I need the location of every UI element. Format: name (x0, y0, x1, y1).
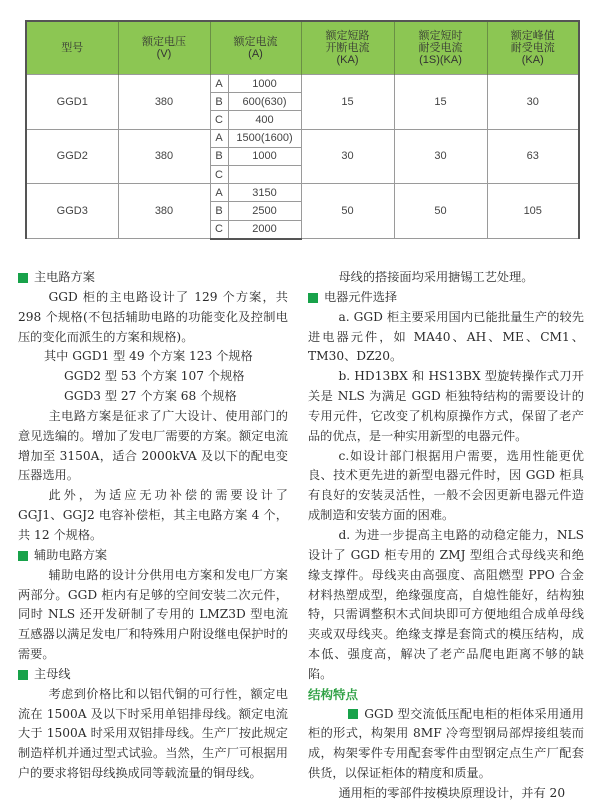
header-short-time-l2: 耐受电流 (418, 42, 463, 54)
header-voltage-label: 额定电压 (142, 36, 186, 48)
cell-current: 2000 (228, 220, 301, 239)
cell-peak: 30 (487, 75, 579, 130)
paragraph: GGD 柜的主电路设计了 129 个方案，共 298 个规格(不包括辅助电路的功能变化及控制电压的变化而派生的方案和规格)。 (18, 289, 288, 344)
cell-current: 2500 (228, 202, 301, 220)
header-breaking (301, 21, 394, 75)
header-breaking-l2: 开断电流 (325, 42, 370, 54)
paragraph: 考虑到价格比和以铝代铜的可行性，额定电流在 1500A 及以下时采用单铝排母线。额定电流大于 1500A 时采用双铝排母线。生产厂按此规定制造样机并通过型式试验。当然，生产厂可根据用户的要求将铝母线换成同等载流量的铜母线。 (18, 686, 288, 781)
cell-model: GGD1 (26, 75, 118, 130)
section-title: 主母线 (34, 666, 71, 681)
cell-breaking: 30 (301, 129, 394, 184)
header-voltage-unit: (V) (156, 48, 172, 60)
paragraph: 辅助电路的设计分供用电方案和发电厂方案两部分。GGD 柜内有足够的空间安装二次元件，同时 NLS 还开发研制了专用的 LMZ3D 型电流互感器以满足发电厂和特殊用户附设继电保护时的需要。 (18, 567, 288, 662)
spec-table (25, 20, 580, 240)
table-header-row (26, 21, 579, 75)
header-peak (487, 21, 579, 75)
cell-voltage: 380 (118, 75, 210, 130)
cell-current: 1000 (228, 147, 301, 165)
paragraph: a. GGD 柜主要采用国内已能批量生产的较先进电器元件，如 MA40、AH、ME、CM1、TM30、DZ20。 (308, 309, 584, 364)
header-model: 型号 (26, 21, 118, 75)
header-current-unit: (A) (248, 48, 263, 60)
cell-grade: A (210, 184, 228, 202)
cell-grade: A (210, 75, 228, 93)
section-heading-main-bus (18, 665, 288, 685)
section-heading-main-circuit (18, 268, 288, 288)
green-square-bullet-icon (308, 293, 318, 303)
cell-model: GGD3 (26, 184, 118, 239)
header-peak-l2: 耐受电流 (510, 42, 555, 54)
header-breaking-unit: (KA) (336, 54, 359, 66)
paragraph (308, 705, 584, 784)
table-row (26, 75, 579, 93)
cell-voltage: 380 (118, 129, 210, 184)
table-row (26, 129, 579, 147)
list-line: 其中 GGD1 型 49 个方案 123 个规格 (44, 349, 253, 364)
cell-grade: C (210, 220, 228, 239)
header-voltage (118, 21, 210, 75)
paragraph: 母线的搭接面均采用搪锡工艺处理。 (338, 270, 534, 284)
paragraph-text: GGD 型交流低压配电柜的柜体采用通用柜的形式，构架用 8MF 冷弯型钢局部焊接组装而成，构架零件专用配套零件由型钢定点生产厂配套供货，以保证柜体的精度和质量。 (308, 706, 584, 781)
cell-current: 400 (228, 111, 301, 129)
green-square-bullet-icon (18, 551, 28, 561)
green-square-bullet-icon (18, 670, 28, 680)
section-heading-aux-circuit (18, 546, 288, 566)
list-line: GGD3 型 27 个方案 68 个规格 (64, 389, 237, 404)
header-current-label: 额定电流 (233, 36, 278, 48)
header-short-time-unit: (1S)(KA) (419, 54, 462, 66)
cell-grade: A (210, 129, 228, 147)
right-text-column (308, 268, 584, 804)
section-title: 电器元件选择 (324, 289, 398, 304)
green-square-bullet-icon (18, 273, 28, 283)
section-heading-structure: 结构特点 (308, 686, 359, 702)
cell-current: 600(630) (228, 93, 301, 111)
table-row (26, 184, 579, 202)
cell-model: GGD2 (26, 129, 118, 184)
list-line: GGD2 型 53 个方案 107 个规格 (64, 369, 245, 384)
header-short-time (394, 21, 487, 75)
cell-short-time: 50 (394, 184, 487, 239)
header-peak-unit: (KA) (521, 54, 544, 66)
header-current (210, 21, 301, 75)
cell-current (228, 165, 301, 183)
section-title: 辅助电路方案 (34, 547, 108, 562)
cell-short-time: 30 (394, 129, 487, 184)
paragraph: c.如设计部门根据用户需要，选用性能更优良、技术更先进的新型电器元件时，因 GGD 柜具有良好的安装灵活性，一般不会因更新电器元件造成制造和安装方面的困难。 (308, 448, 584, 523)
paragraph: 主电路方案是征求了广大设计、使用部门的意见选编的。增加了发电厂需要的方案。额定电流增加至 3150A，适合 2000kVA 及以下的配电变压器选用。 (18, 408, 288, 483)
cell-grade: B (210, 93, 228, 111)
section-title: 主电路方案 (34, 270, 95, 284)
cell-current: 1500(1600) (228, 129, 301, 147)
cell-breaking: 15 (301, 75, 394, 130)
cell-current: 1000 (228, 75, 301, 93)
cell-current: 3150 (228, 184, 301, 202)
section-heading-components (308, 288, 584, 308)
cell-grade: C (210, 165, 228, 183)
cell-peak: 105 (487, 184, 579, 239)
green-square-bullet-icon (348, 709, 358, 719)
paragraph: d. 为进一步提高主电路的动稳定能力，NLS 设计了 GGD 柜专用的 ZMJ 型组合式母线夹和绝缘支撑件。母线夹由高强度、高阻燃型 PPO 合金材料热塑成型，绝缘强度高，自熄性能好，结构独特，只需调整积木式间块即可方便地组合成单母线夹或双母线夹。绝缘支撑是套筒式的模压结构，成本低、强度高，解决了老产品爬电距离不够的缺陷。 (308, 527, 584, 681)
paragraph: b. HD13BX 和 HS13BX 型旋转操作式刀开关是 NLS 为满足 GGD 柜独特结构的需要设计的专用元件，它改变了机构原操作方式，保留了老产品的优点，是一种实用新型的电器元件。 (308, 369, 584, 443)
cell-grade: B (210, 202, 228, 220)
cell-peak: 63 (487, 129, 579, 184)
cell-grade: C (210, 111, 228, 129)
header-short-time-l1: 额定短时 (418, 30, 463, 42)
left-text-column (18, 268, 288, 784)
cell-voltage: 380 (118, 184, 210, 239)
header-breaking-l1: 额定短路 (325, 30, 370, 42)
cell-breaking: 50 (301, 184, 394, 239)
paragraph: 此外，为适应无功补偿的需要设计了 GGJ1、GGJ2 电容补偿柜，其主电路方案 4 个，共 12 个规格。 (18, 488, 288, 542)
cell-grade: B (210, 147, 228, 165)
cell-short-time: 15 (394, 75, 487, 130)
paragraph: 通用柜的零部件按模块原理设计，并有 20 (338, 785, 566, 800)
header-peak-l1: 额定峰值 (510, 30, 555, 42)
